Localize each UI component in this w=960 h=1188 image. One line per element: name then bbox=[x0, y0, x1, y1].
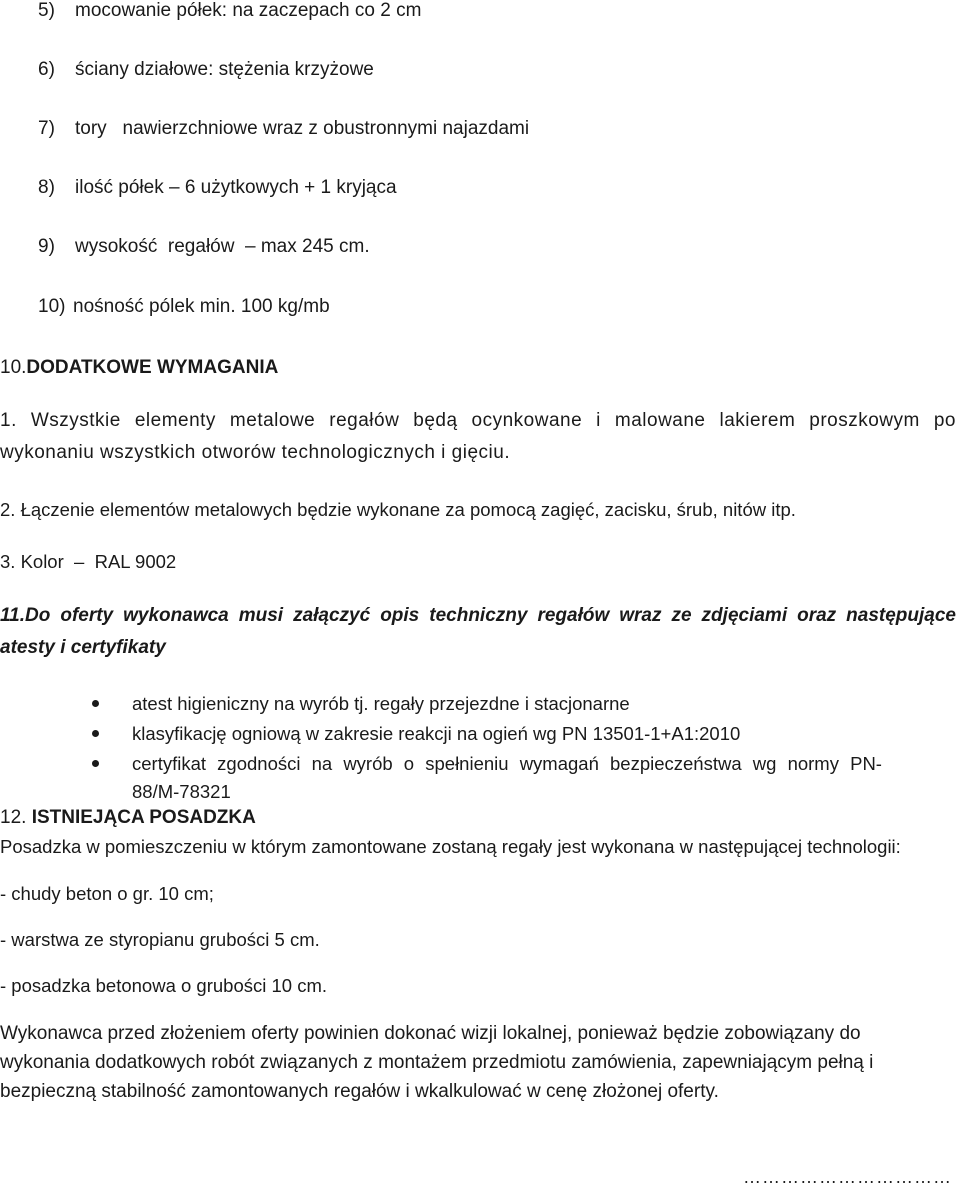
bullet-dot-icon bbox=[92, 760, 99, 767]
spec-item-8 bbox=[38, 177, 397, 199]
spec-item-number: 5) bbox=[38, 0, 55, 21]
section-title: ISTNIEJĄCA POSADZKA bbox=[31, 807, 256, 828]
signature-line: …………………………… bbox=[743, 1167, 952, 1187]
spec-item-text: ściany działowe: stężenia krzyżowe bbox=[75, 59, 374, 80]
floor-intro: Posadzka w pomieszczeniu w którym zamontowane zostaną regały jest wykonana w następującej technologii: bbox=[0, 836, 901, 857]
requirement-item-3: 3. Kolor – RAL 9002 bbox=[0, 551, 177, 572]
spec-item-10 bbox=[38, 296, 330, 318]
spec-item-number: 7) bbox=[38, 118, 55, 139]
section-12-heading bbox=[0, 807, 256, 829]
floor-layer-2: - warstwa ze styropianu grubości 5 cm. bbox=[0, 929, 320, 950]
spec-item-number: 8) bbox=[38, 177, 55, 198]
spec-item-text: wysokość regałów – max 245 cm. bbox=[75, 236, 370, 257]
floor-layer-3: - posadzka betonowa o grubości 10 cm. bbox=[0, 975, 328, 996]
section-10-heading bbox=[0, 357, 278, 379]
spec-item-text: ilość półek – 6 użytkowych + 1 kryjąca bbox=[75, 177, 397, 198]
spec-item-5 bbox=[38, 0, 421, 22]
bullet-dot-icon bbox=[92, 730, 99, 737]
spec-item-number: 6) bbox=[38, 59, 55, 80]
spec-item-text: nośność pólek min. 100 kg/mb bbox=[73, 296, 330, 317]
bullet-text: atest higieniczny na wyrób tj. regały przejezdne i stacjonarne bbox=[132, 693, 630, 714]
requirement-item-1: 1. Wszystkie elementy metalowe regałów będą ocynkowane i malowane lakierem proszkowym po wykonaniu wszystkich otworów technologicznych i gięciu. bbox=[0, 410, 956, 463]
bullet-text-continued: 88/M-78321 bbox=[132, 781, 231, 802]
spec-item-6 bbox=[38, 59, 374, 81]
floor-layer-1: - chudy beton o gr. 10 cm; bbox=[0, 883, 214, 904]
bullet-text: klasyfikację ogniową w zakresie reakcji na ogień wg PN 13501-1+A1:2010 bbox=[132, 723, 741, 744]
spec-item-number: 9) bbox=[38, 236, 55, 257]
bullet-text: certyfikat zgodności na wyrób o spełnieniu wymagań bezpieczeństwa wg normy PN- bbox=[132, 753, 882, 774]
bullet-dot-icon bbox=[92, 700, 99, 707]
section-number: 12. bbox=[0, 807, 32, 828]
spec-item-text: tory nawierzchniowe wraz z obustronnymi najazdami bbox=[75, 118, 530, 139]
spec-item-text: mocowanie półek: na zaczepach co 2 cm bbox=[75, 0, 422, 21]
section-11-text: 11.Do oferty wykonawca musi załączyć opis techniczny regałów wraz ze zdjęciami oraz następujące atesty i certyfikaty bbox=[0, 605, 956, 658]
spec-item-7 bbox=[38, 118, 529, 140]
spec-item-9 bbox=[38, 236, 370, 258]
section-number: 10. bbox=[0, 357, 27, 378]
closing-paragraph: Wykonawca przed złożeniem oferty powinien dokonać wizji lokalnej, ponieważ będzie zobowiązany do wykonania dodatkowych robót związanych z montażem przedmiotu zamówienia, zapewniającym pełną i bezpieczną stabilność zamontowanych regałów i wkalkulować w cenę złożonej oferty. bbox=[0, 1023, 874, 1102]
spec-item-number: 10) bbox=[38, 296, 66, 317]
requirement-item-2: 2. Łączenie elementów metalowych będzie wykonane za pomocą zagięć, zacisku, śrub, nitów itp. bbox=[0, 499, 796, 520]
section-title: DODATKOWE WYMAGANIA bbox=[26, 357, 279, 378]
